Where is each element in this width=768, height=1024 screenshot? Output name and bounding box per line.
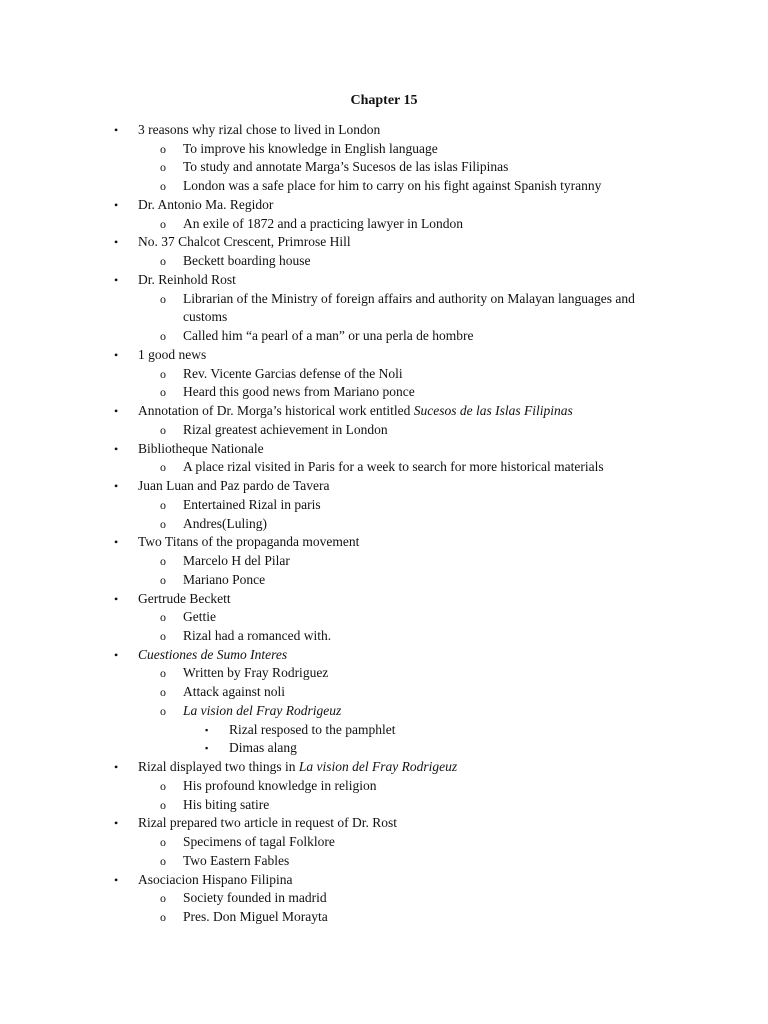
bullet-marker: •	[114, 123, 119, 137]
list-item-text: No. 37 Chalcot Crescent, Primrose Hill	[138, 234, 351, 250]
list-item	[138, 814, 397, 832]
list-item	[183, 365, 403, 383]
list-item-text: His biting satire	[183, 796, 270, 812]
bullet-marker: •	[114, 235, 119, 250]
list-item-text: Two Titans of the propaganda movement	[138, 534, 360, 550]
bullet-marker: o	[160, 460, 166, 475]
list-item	[183, 458, 604, 476]
bullet-marker: o	[160, 160, 166, 175]
list-item-text: Rizal displayed two things in	[138, 759, 299, 775]
bullet-marker: o	[160, 216, 166, 231]
list-item	[183, 308, 227, 326]
bullet-marker: o	[160, 385, 166, 400]
bullet-marker: o	[160, 366, 166, 381]
list-item	[138, 533, 359, 551]
list-item-text: Entertained Rizal in paris	[183, 496, 321, 512]
italic-title: Cuestiones de Sumo Interes	[138, 646, 288, 662]
list-item	[183, 496, 321, 514]
list-item	[183, 327, 474, 345]
bullet-marker: o	[160, 685, 166, 700]
bullet-marker: •	[114, 760, 119, 775]
bullet-marker: o	[160, 329, 166, 344]
italic-title: Sucesos de las Islas Filipinas	[413, 403, 573, 419]
bullet-marker: o	[160, 254, 166, 269]
list-item-text: Two Eastern Fables	[183, 852, 290, 868]
bullet-marker: ▪	[205, 724, 209, 735]
list-item-text: Rizal prepared two article in request of Dr. Rost	[138, 815, 398, 831]
list-item	[138, 440, 264, 458]
bullet-marker: •	[114, 272, 119, 287]
list-item-text: To improve his knowledge in English language	[183, 140, 438, 156]
list-item-text: Beckett boarding house	[183, 253, 311, 269]
list-item	[183, 552, 290, 570]
list-item	[183, 683, 285, 701]
list-item-text: 3 reasons why rizal chose to lived in London	[138, 122, 381, 137]
bullet-marker: o	[160, 179, 166, 194]
list-item-text: Gertrude Beckett	[138, 590, 231, 606]
bullet-marker: •	[114, 441, 119, 456]
list-item	[183, 571, 265, 589]
bullet-marker: o	[160, 497, 166, 512]
list-item-text: Mariano Ponce	[183, 571, 266, 587]
list-item	[183, 908, 328, 926]
bullet-marker: o	[160, 853, 166, 868]
list-item	[183, 796, 269, 814]
list-item-text: To study and annotate Marga’s Sucesos de las islas Filipinas	[183, 159, 509, 175]
list-item-text: Attack against noli	[183, 684, 285, 700]
list-item-text: Rizal resposed to the pamphlet	[229, 721, 396, 737]
list-item-text: Bibliotheque Nationale	[138, 440, 264, 456]
list-item-text: Juan Luan and Paz pardo de Tavera	[138, 478, 330, 494]
list-item	[183, 515, 267, 533]
list-item	[183, 833, 335, 851]
list-item	[229, 721, 395, 739]
list-item	[183, 702, 341, 720]
bullet-marker: •	[114, 591, 119, 606]
list-item	[183, 608, 216, 626]
list-item-text: Gettie	[183, 609, 216, 625]
bullet-marker: o	[160, 910, 166, 925]
bullet-marker: o	[160, 291, 166, 306]
list-item	[183, 421, 388, 439]
list-item	[138, 196, 273, 214]
list-item	[138, 477, 329, 495]
bullet-marker: o	[160, 778, 166, 793]
list-item-text: Dr. Antonio Ma. Regidor	[138, 196, 274, 212]
bullet-marker: •	[114, 647, 119, 662]
bullet-marker: o	[160, 610, 166, 625]
list-item-text: Librarian of the Ministry of foreign affairs and authority on Malayan languages and	[183, 290, 635, 306]
list-item-text: A place rizal visited in Paris for a week to search for more historical materials	[183, 459, 604, 475]
bullet-marker: o	[160, 797, 166, 812]
list-item	[138, 871, 292, 889]
list-item-text: Rizal had a romanced with.	[183, 627, 332, 643]
list-item	[183, 252, 310, 270]
list-item	[183, 889, 327, 907]
bullet-marker: ▪	[205, 743, 209, 754]
page-title: Chapter 15	[350, 93, 418, 108]
list-item-text: Written by Fray Rodriguez	[183, 665, 329, 681]
bullet-marker: o	[160, 422, 166, 437]
list-item	[138, 233, 351, 251]
list-item-text: Annotation of Dr. Morga’s historical work entitled	[138, 403, 414, 419]
list-item	[183, 627, 331, 645]
bullet-marker: o	[160, 891, 166, 906]
list-item	[138, 346, 206, 364]
bullet-marker: o	[160, 554, 166, 569]
list-item	[183, 664, 328, 682]
list-item-text: Dr. Reinhold Rost	[138, 271, 236, 287]
list-item-text: Asociacion Hispano Filipina	[138, 871, 293, 887]
list-item-text: Rizal greatest achievement in London	[183, 421, 388, 437]
list-item	[138, 121, 380, 139]
bullet-marker: o	[160, 516, 166, 531]
list-item	[183, 852, 289, 870]
italic-title: La vision del Fray Rodrigeuz	[298, 759, 458, 775]
italic-title: La vision del Fray Rodrigeuz	[183, 702, 342, 718]
bullet-marker: o	[160, 703, 166, 718]
list-item	[138, 758, 457, 776]
list-item	[138, 590, 231, 608]
list-item	[183, 383, 415, 401]
bullet-marker: •	[114, 197, 119, 212]
list-item-text: London was a safe place for him to carry on his fight against Spanish tyranny	[183, 178, 602, 194]
list-item	[138, 646, 287, 664]
list-item-text: Heard this good news from Mariano ponce	[183, 384, 415, 400]
bullet-marker: •	[114, 347, 119, 362]
list-item-text: customs	[183, 309, 228, 325]
list-item-text: Andres(Luling)	[183, 515, 267, 531]
list-item	[183, 177, 601, 195]
list-item-text: Society founded in madrid	[183, 890, 327, 906]
list-item-text: Specimens of tagal Folklore	[183, 834, 335, 850]
bullet-marker: o	[160, 666, 166, 681]
list-item	[138, 271, 236, 289]
bullet-marker: o	[160, 835, 166, 850]
bullet-marker: •	[114, 479, 119, 494]
list-item-text: An exile of 1872 and a practicing lawyer in London	[183, 215, 464, 231]
list-item-text: 1 good news	[138, 346, 207, 362]
list-item	[183, 777, 376, 795]
list-item	[229, 739, 297, 757]
bullet-marker: •	[114, 535, 119, 550]
list-item-text: Called him “a pearl of a man” or una perla de hombre	[183, 328, 474, 344]
list-item-text: Marcelo H del Pilar	[183, 553, 290, 569]
bullet-marker: •	[114, 816, 119, 831]
list-item-text: Pres. Don Miguel Morayta	[183, 909, 328, 925]
list-item-text: His profound knowledge in religion	[183, 777, 377, 793]
bullet-marker: •	[114, 872, 119, 887]
list-item	[183, 140, 438, 158]
list-item-text: Rev. Vicente Garcias defense of the Noli	[183, 365, 403, 381]
list-item	[183, 290, 635, 308]
bullet-marker: o	[160, 628, 166, 643]
bullet-marker: o	[160, 141, 166, 156]
bullet-marker: o	[160, 572, 166, 587]
list-item-text: Dimas alang	[229, 740, 297, 756]
list-item	[183, 158, 508, 176]
list-item	[183, 215, 463, 233]
list-item	[138, 402, 573, 420]
bullet-marker: •	[114, 404, 119, 419]
